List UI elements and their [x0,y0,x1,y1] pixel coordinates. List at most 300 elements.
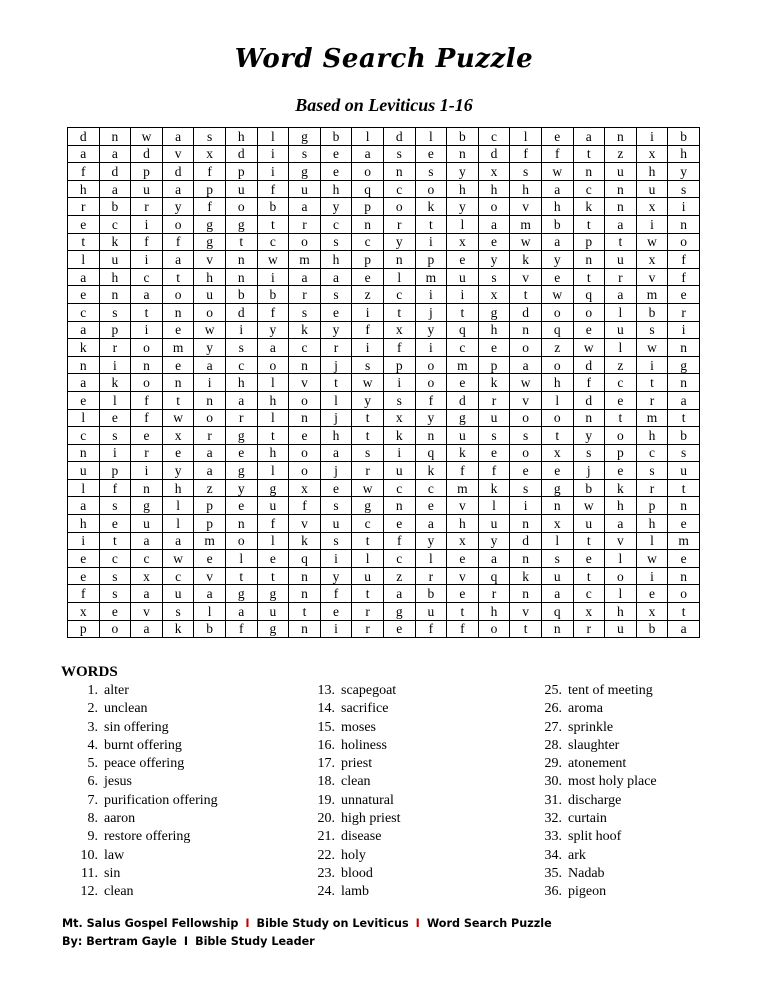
grid-cell: i [383,444,415,462]
grid-cell: n [289,585,321,603]
grid-cell: u [131,180,163,198]
grid-cell: n [573,163,605,181]
grid-cell: s [510,427,542,445]
grid-row [68,479,700,497]
grid-cell: b [573,479,605,497]
grid-cell: t [447,303,479,321]
grid-cell: e [447,585,479,603]
grid-cell: l [162,515,194,533]
grid-cell: o [194,303,226,321]
grid-cell: o [541,409,573,427]
grid-cell: f [194,198,226,216]
grid-cell: l [68,409,100,427]
grid-cell: f [68,163,100,181]
grid-cell: h [668,145,700,163]
word-text: burnt offering [104,737,182,753]
grid-row [68,550,700,568]
word-text: unclean [104,701,148,717]
grid-cell: u [541,567,573,585]
grid-cell: i [320,550,352,568]
grid-cell: w [352,374,384,392]
grid-cell: i [194,374,226,392]
grid-cell: e [194,550,226,568]
grid-cell: e [541,128,573,146]
grid-cell: e [257,550,289,568]
grid-cell: j [573,462,605,480]
grid-cell: u [668,462,700,480]
grid-cell: v [194,567,226,585]
word-number: 20. [317,811,335,827]
word-text: priest [341,756,373,772]
word-list-item [534,682,657,700]
grid-cell: a [194,585,226,603]
grid-cell: h [194,268,226,286]
grid-cell: l [415,550,447,568]
grid-cell: b [194,620,226,638]
grid-cell: i [131,251,163,269]
grid-cell: s [415,163,447,181]
grid-cell: l [415,128,447,146]
grid-cell: a [541,180,573,198]
grid-cell: d [131,145,163,163]
word-list-item [534,865,657,883]
grid-cell: u [447,268,479,286]
grid-row [68,497,700,515]
grid-cell: d [68,128,100,146]
word-list-item [307,883,401,901]
grid-cell: l [541,391,573,409]
word-text: atonement [568,756,627,772]
grid-cell: u [605,620,637,638]
grid-cell: r [352,620,384,638]
grid-cell: d [447,391,479,409]
word-list-item [534,810,657,828]
grid-cell: e [478,339,510,357]
grid-cell: x [447,233,479,251]
grid-cell: w [573,497,605,515]
footer-separator: I [183,935,189,948]
grid-cell: e [352,268,384,286]
word-list-item [534,773,657,791]
grid-cell: h [320,180,352,198]
grid-row [68,620,700,638]
grid-cell: o [289,391,321,409]
grid-cell: i [131,462,163,480]
grid-cell: n [573,251,605,269]
grid-cell: s [320,286,352,304]
word-text: high priest [341,811,401,827]
grid-cell: u [605,321,637,339]
grid-cell: e [668,286,700,304]
grid-cell: h [478,321,510,339]
grid-cell: k [510,251,542,269]
word-text: unnatural [341,792,394,808]
word-list-item [70,700,218,718]
word-text: restore offering [104,829,191,845]
grid-cell: t [257,567,289,585]
grid-cell: o [162,215,194,233]
grid-cell: g [257,585,289,603]
grid-cell: f [415,391,447,409]
grid-cell: z [605,356,637,374]
grid-cell: s [478,268,510,286]
grid-cell: w [573,339,605,357]
grid-cell: u [289,180,321,198]
grid-row [68,603,700,621]
grid-cell: y [478,532,510,550]
grid-cell: o [415,180,447,198]
grid-cell: a [352,145,384,163]
grid-cell: y [194,339,226,357]
grid-cell: h [257,391,289,409]
grid-cell: l [478,497,510,515]
grid-cell: n [131,479,163,497]
grid-cell: k [289,532,321,550]
grid-cell: e [415,497,447,515]
grid-cell: b [257,198,289,216]
grid-cell: s [320,532,352,550]
word-text: split hoof [568,829,622,845]
grid-cell: a [194,444,226,462]
word-text: curtain [568,811,607,827]
footer-study: Bible Study on Leviticus [256,917,409,930]
grid-cell: f [99,479,131,497]
grid-cell: c [447,339,479,357]
grid-cell: o [478,620,510,638]
grid-cell: r [352,603,384,621]
grid-cell: o [162,286,194,304]
grid-cell: g [352,497,384,515]
grid-cell: p [605,444,637,462]
grid-cell: t [573,145,605,163]
word-list-item [307,865,401,883]
grid-cell: f [447,462,479,480]
word-text: sin offering [104,719,169,735]
grid-cell: a [162,532,194,550]
grid-cell: a [668,391,700,409]
grid-cell: a [194,356,226,374]
grid-cell: u [636,180,668,198]
grid-cell: e [478,444,510,462]
word-list-item [70,682,218,700]
grid-cell: n [289,409,321,427]
grid-cell: p [194,180,226,198]
grid-cell: d [225,145,257,163]
grid-cell: b [257,286,289,304]
grid-cell: a [320,444,352,462]
grid-cell: a [573,128,605,146]
grid-cell: f [131,233,163,251]
grid-cell: g [225,462,257,480]
word-number: 23. [317,865,335,881]
grid-cell: o [289,462,321,480]
grid-cell: u [257,497,289,515]
grid-cell: s [320,233,352,251]
grid-cell: k [478,479,510,497]
grid-cell: h [636,163,668,181]
grid-cell: e [68,567,100,585]
grid-cell: q [541,603,573,621]
word-text: holy [341,847,366,863]
grid-cell: l [194,603,226,621]
grid-cell: a [605,286,637,304]
grid-cell: n [225,268,257,286]
grid-cell: t [510,286,542,304]
word-number: 5. [87,756,98,772]
grid-cell: o [289,444,321,462]
grid-cell: d [162,163,194,181]
grid-cell: c [352,233,384,251]
grid-cell: f [668,251,700,269]
grid-cell: i [257,268,289,286]
grid-row [68,180,700,198]
grid-cell: o [257,356,289,374]
grid-cell: e [447,550,479,568]
grid-cell: r [131,444,163,462]
grid-cell: u [415,603,447,621]
grid-cell: i [668,321,700,339]
grid-cell: d [99,163,131,181]
grid-cell: w [352,479,384,497]
grid-cell: l [383,268,415,286]
footer-separator: I [245,917,250,930]
grid-cell: x [636,198,668,216]
grid-cell: a [99,180,131,198]
grid-cell: n [510,515,542,533]
grid-cell: t [352,532,384,550]
grid-cell: o [99,620,131,638]
grid-cell: u [320,515,352,533]
grid-cell: o [668,585,700,603]
grid-cell: y [320,567,352,585]
grid-cell: d [478,145,510,163]
grid-cell: j [320,409,352,427]
grid-cell: m [668,532,700,550]
grid-cell: o [605,427,637,445]
grid-cell: e [68,286,100,304]
grid-cell: c [415,479,447,497]
grid-cell: r [573,620,605,638]
grid-cell: e [573,321,605,339]
grid-cell: n [510,321,542,339]
grid-cell: b [668,128,700,146]
word-list-item [70,773,218,791]
grid-cell: h [510,180,542,198]
grid-cell: r [478,585,510,603]
grid-cell: o [510,339,542,357]
grid-cell: a [225,603,257,621]
grid-cell: e [383,620,415,638]
grid-row [68,427,700,445]
grid-cell: o [225,532,257,550]
grid-cell: f [131,391,163,409]
grid-cell: g [289,163,321,181]
grid-cell: i [415,233,447,251]
grid-cell: c [99,550,131,568]
grid-cell: u [257,603,289,621]
grid-cell: h [320,251,352,269]
grid-cell: v [289,374,321,392]
grid-cell: e [447,251,479,269]
grid-cell: m [447,356,479,374]
grid-cell: t [510,620,542,638]
grid-cell: i [636,215,668,233]
grid-cell: y [668,163,700,181]
grid-cell: w [541,163,573,181]
word-list-item [534,755,657,773]
grid-cell: u [131,515,163,533]
grid-cell: h [257,444,289,462]
grid-cell: e [605,391,637,409]
word-list-item [307,792,401,810]
grid-cell: s [383,145,415,163]
grid-cell: i [225,321,257,339]
grid-cell: t [99,532,131,550]
word-number: 13. [317,683,335,698]
grid-cell: h [478,180,510,198]
grid-cell: n [605,180,637,198]
grid-cell: e [605,462,637,480]
grid-row [68,268,700,286]
grid-cell: i [257,163,289,181]
grid-cell: r [68,198,100,216]
grid-cell: b [447,128,479,146]
grid-cell: s [636,462,668,480]
word-search-grid [67,127,700,638]
word-list-item [534,737,657,755]
grid-cell: n [605,198,637,216]
grid-cell: s [99,585,131,603]
grid-cell: s [478,427,510,445]
grid-cell: n [162,374,194,392]
grid-cell: g [447,409,479,427]
grid-cell: s [162,603,194,621]
grid-cell: o [289,233,321,251]
grid-cell: e [415,145,447,163]
word-list-item [307,847,401,865]
grid-cell: x [636,603,668,621]
grid-cell: t [668,603,700,621]
word-list-item [534,828,657,846]
grid-cell: a [478,550,510,568]
grid-cell: s [320,497,352,515]
grid-cell: f [541,145,573,163]
grid-cell: w [636,233,668,251]
grid-cell: k [415,198,447,216]
grid-cell: l [99,391,131,409]
grid-cell: j [415,303,447,321]
word-text: discharge [568,792,622,808]
grid-cell: o [605,567,637,585]
grid-cell: r [289,215,321,233]
word-text: aaron [104,811,136,827]
word-number: 32. [544,811,562,827]
word-number: 12. [80,884,98,900]
grid-cell: v [162,145,194,163]
grid-cell: q [541,321,573,339]
grid-cell: a [541,233,573,251]
grid-cell: l [257,128,289,146]
grid-cell: y [352,391,384,409]
grid-cell: i [415,286,447,304]
word-list-item [307,682,401,700]
word-text: sprinkle [568,719,614,735]
grid-cell: t [573,567,605,585]
word-list-item [70,810,218,828]
grid-cell: p [573,233,605,251]
word-number: 29. [544,756,562,772]
word-list-item [534,792,657,810]
grid-cell: a [605,515,637,533]
grid-cell: s [99,427,131,445]
word-number: 26. [544,701,562,717]
grid-cell: w [510,374,542,392]
grid-cell: c [636,444,668,462]
word-list-column-3 [534,682,657,902]
grid-cell: k [289,321,321,339]
grid-cell: c [605,374,637,392]
grid-cell: p [225,163,257,181]
grid-cell: i [668,198,700,216]
grid-cell: v [636,268,668,286]
grid-cell: f [320,585,352,603]
grid-cell: m [289,251,321,269]
word-text: peace offering [104,756,185,772]
grid-cell: p [194,497,226,515]
grid-cell: z [194,479,226,497]
grid-cell: l [68,251,100,269]
grid-cell: v [131,603,163,621]
grid-cell: b [541,215,573,233]
grid-cell: e [320,303,352,321]
grid-cell: a [541,585,573,603]
grid-cell: n [668,374,700,392]
grid-cell: e [668,550,700,568]
grid-row [68,128,700,146]
grid-cell: c [383,180,415,198]
grid-cell: h [99,268,131,286]
grid-cell: e [320,163,352,181]
grid-cell: p [415,251,447,269]
grid-cell: s [352,356,384,374]
footer-church: Mt. Salus Gospel Fellowship [62,917,239,930]
grid-cell: g [225,215,257,233]
grid-cell: n [289,567,321,585]
grid-cell: y [447,163,479,181]
grid-cell: h [68,180,100,198]
grid-cell: l [257,374,289,392]
grid-cell: x [162,427,194,445]
grid-cell: y [573,427,605,445]
grid-cell: u [573,515,605,533]
grid-cell: r [605,268,637,286]
grid-cell: w [541,286,573,304]
word-text: scapegoat [341,683,397,698]
grid-cell: f [447,620,479,638]
grid-cell: n [668,497,700,515]
grid-cell: p [383,356,415,374]
grid-cell: o [510,409,542,427]
grid-cell: p [99,462,131,480]
grid-cell: n [99,286,131,304]
grid-cell: l [447,215,479,233]
grid-cell: t [668,409,700,427]
word-number: 4. [87,737,98,753]
grid-row [68,321,700,339]
grid-cell: b [415,585,447,603]
grid-cell: p [352,198,384,216]
word-number: 35. [544,865,562,881]
